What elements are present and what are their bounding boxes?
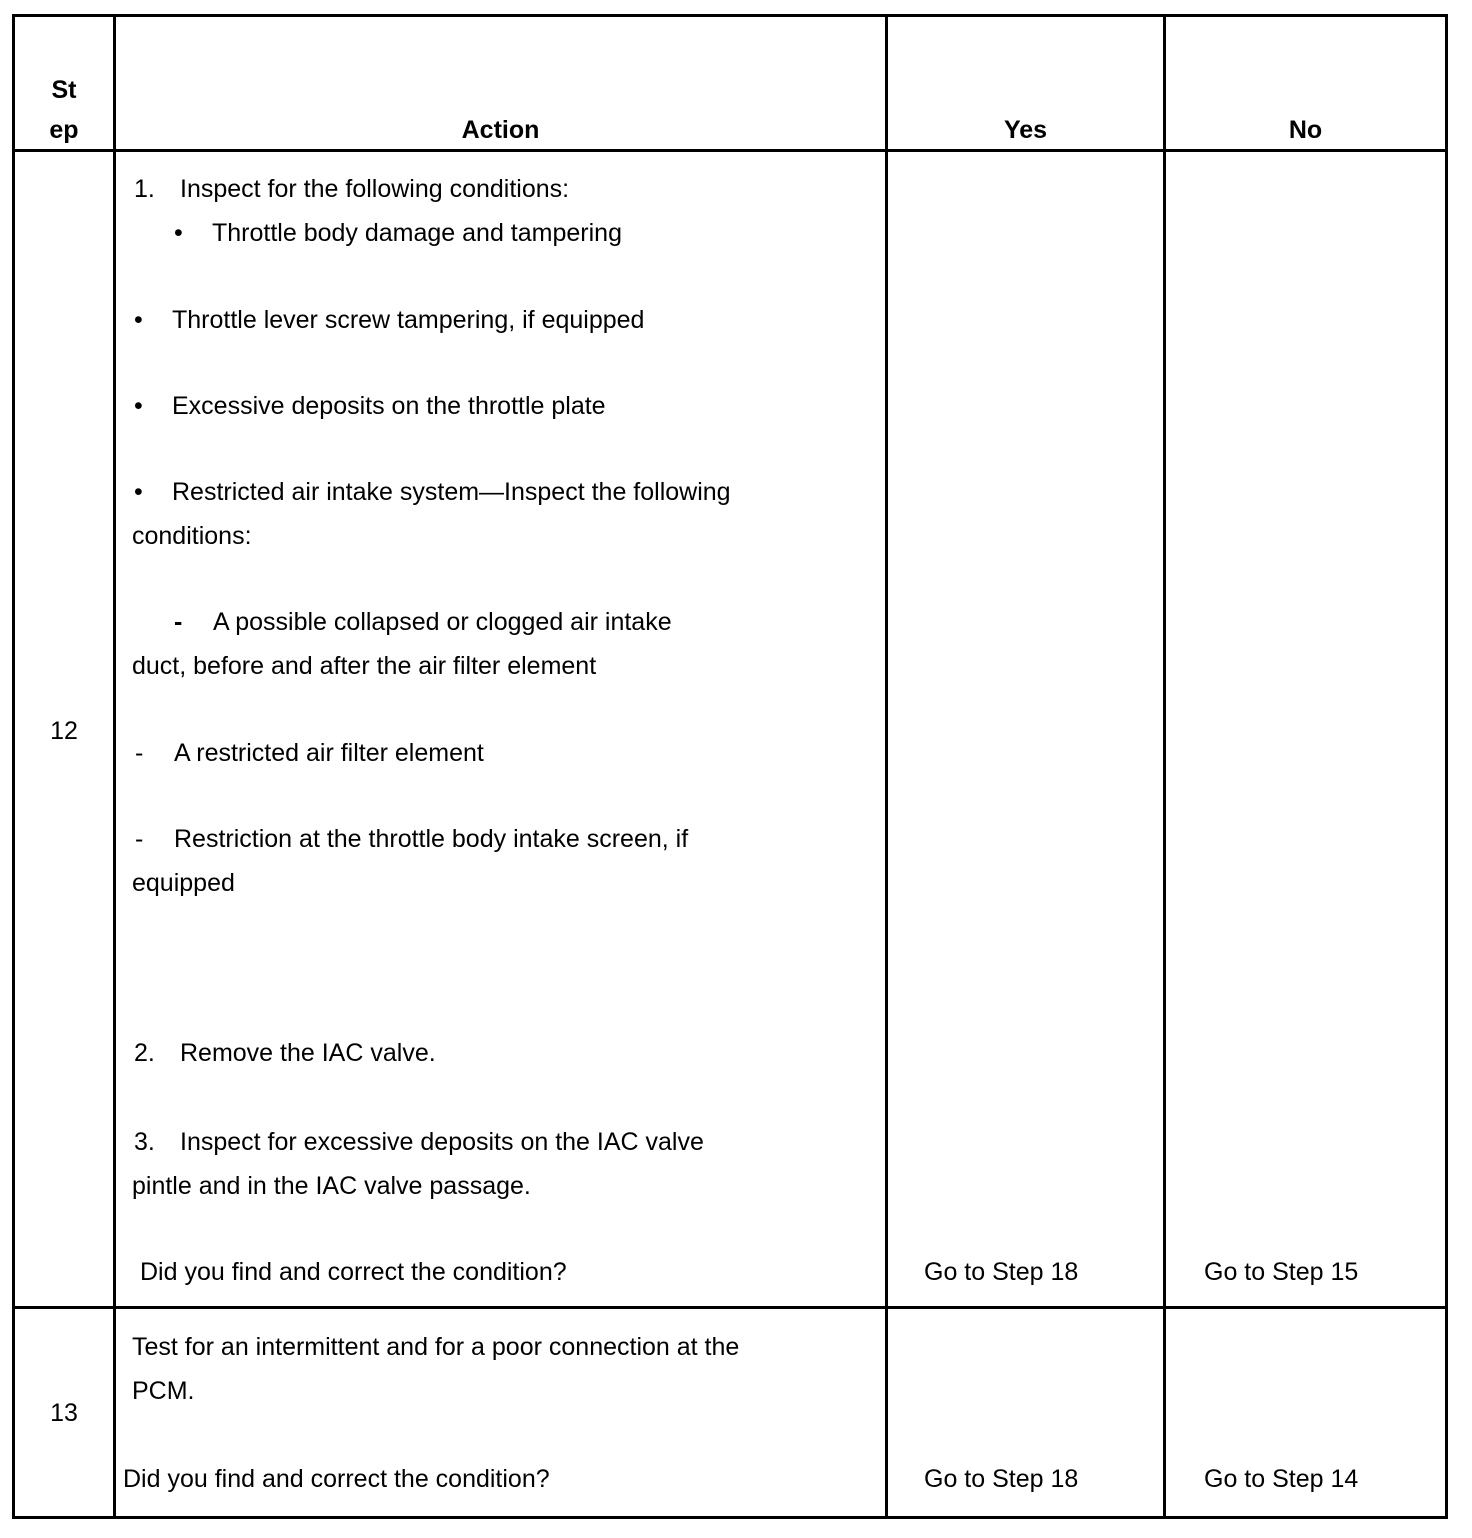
step-number: 12 [50, 717, 78, 745]
row-divider [12, 1306, 1448, 1309]
bullet: • [134, 306, 143, 334]
header-action: Action [461, 116, 540, 144]
list-number: 1. [134, 175, 155, 203]
bullet: • [134, 392, 143, 420]
action-text: Throttle lever screw tampering, if equipped [172, 306, 645, 334]
action-text: Inspect for the following conditions: [180, 175, 570, 203]
header-yes: Yes [1003, 116, 1048, 144]
list-number: 2. [134, 1039, 155, 1067]
action-text: Test for an intermittent and for a poor connection at the [132, 1333, 740, 1361]
header-step-line2: ep [49, 116, 79, 144]
list-number: 3. [134, 1128, 155, 1156]
action-text: conditions: [132, 522, 252, 550]
action-text: Restricted air intake system—Inspect the following [172, 478, 731, 506]
table-border-bottom [12, 1516, 1448, 1519]
action-text: Remove the IAC valve. [180, 1039, 436, 1067]
action-text: equipped [132, 869, 235, 897]
yes-result: Go to Step 18 [924, 1465, 1079, 1493]
yes-result: Go to Step 18 [924, 1258, 1079, 1286]
question-text: Did you find and correct the condition? [140, 1258, 567, 1286]
action-text: PCM. [132, 1377, 195, 1405]
action-text: pintle and in the IAC valve passage. [132, 1172, 531, 1200]
table-border-top [12, 14, 1448, 17]
action-text: Restriction at the throttle body intake screen, if [174, 825, 689, 853]
question-text: Did you find and correct the condition? [123, 1465, 550, 1493]
bullet: • [174, 219, 183, 247]
no-result: Go to Step 14 [1204, 1465, 1359, 1493]
action-text: Throttle body damage and tampering [212, 219, 622, 247]
table-border-left [12, 14, 15, 1519]
dash: - [135, 739, 144, 767]
bullet: • [134, 478, 143, 506]
step-number: 13 [50, 1399, 78, 1427]
no-result: Go to Step 15 [1204, 1258, 1359, 1286]
header-divider [12, 149, 1448, 152]
action-text: A restricted air filter element [174, 739, 484, 767]
column-divider-step [113, 14, 116, 1519]
header-no: No [1288, 116, 1323, 144]
dash: - [135, 825, 144, 853]
action-text: duct, before and after the air filter element [132, 652, 597, 680]
header-step-line1: St [51, 76, 77, 104]
dash: - [174, 608, 183, 636]
table-border-right [1445, 14, 1448, 1519]
column-divider-yes [1163, 14, 1166, 1519]
column-divider-action [885, 14, 888, 1519]
action-text: Excessive deposits on the throttle plate [172, 392, 606, 420]
action-text: A possible collapsed or clogged air intake [213, 608, 672, 636]
action-text: Inspect for excessive deposits on the IAC valve [180, 1128, 704, 1156]
